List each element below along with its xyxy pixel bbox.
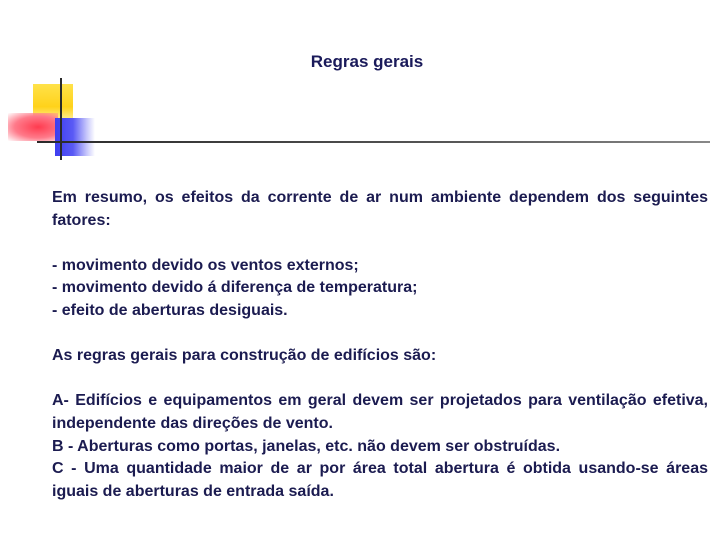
rules-heading: As regras gerais para construção de edifícios são: — [52, 347, 437, 365]
factor-item: - efeito de aberturas desiguais. — [52, 301, 288, 319]
intro-paragraph: Em resumo, os efeitos da corrente de ar num ambiente dependem dos seguintes fatores: — [52, 189, 708, 229]
rule-item: B - Aberturas como portas, janelas, etc. não devem ser obstruídas. — [52, 437, 561, 455]
rule-item: C - Uma quantidade maior de ar por área total abertura é obtida usando-se áreas iguais de aberturas de entrada saída. — [52, 460, 708, 500]
slide-body — [52, 187, 708, 503]
vertical-rule — [60, 78, 62, 160]
factor-item: - movimento devido á diferença de temperatura; — [52, 279, 418, 297]
decorative-header-graphic — [0, 0, 720, 170]
rule-item: A- Edifícios e equipamentos em geral devem ser projetados para ventilação efetiva, independente das direções de vento. — [52, 392, 708, 432]
slide-title: Regras gerais — [310, 52, 424, 71]
factor-item: - movimento devido os ventos externos; — [52, 256, 359, 274]
horizontal-rule — [37, 141, 710, 143]
red-blob-decoration — [8, 113, 58, 141]
